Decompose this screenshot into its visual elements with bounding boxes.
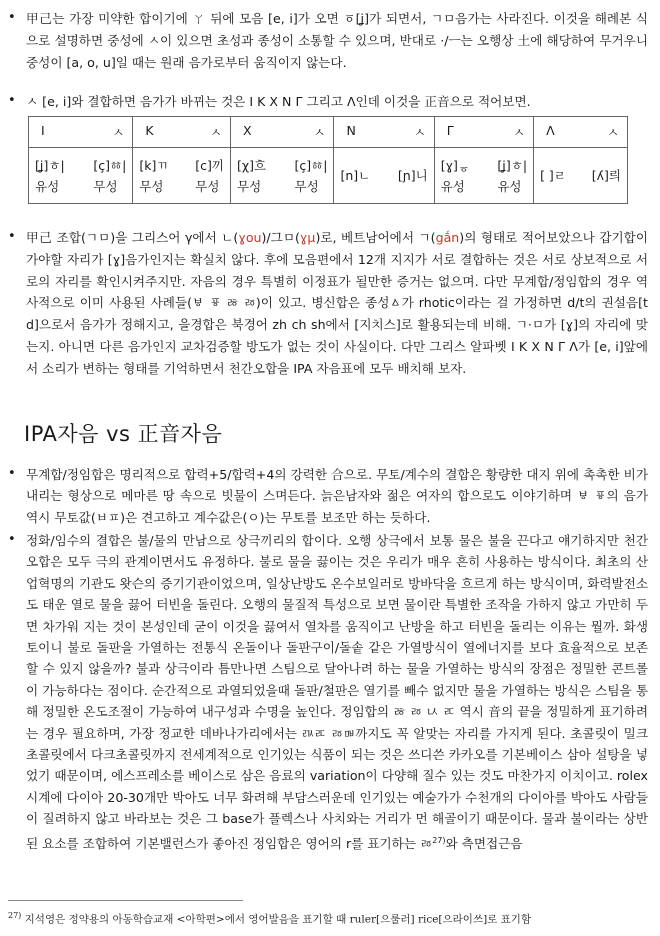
voicing-label: 유성 xyxy=(440,178,465,194)
greek-letter: X xyxy=(243,123,252,138)
footnote-text: 지석영은 정약용의 아동학습교재 <아학편>에서 영어발음을 표기할 때 ruler[으룰러] rice[으라이쓰]로 표기함 xyxy=(24,913,532,926)
vowel-mark: ㅅ xyxy=(313,125,326,140)
bullet-marker: • xyxy=(8,532,16,547)
ipa-jamo: [ç]ㆅ| xyxy=(93,157,127,173)
footnote-number: 27) xyxy=(8,911,22,920)
greek-letter: Γ xyxy=(446,123,454,138)
footnote-reference[interactable]: 27) xyxy=(432,835,446,845)
ipa-jamo: [ʎ]릐 xyxy=(591,168,621,183)
voicing-label: 무성 xyxy=(139,178,164,194)
text-run: 정화/임수의 결합은 불/물의 만남으로 상극끼리의 합이다. 오행 상극에서 보통 물은 불을 끈다고 얘기하지만 천간오합은 모두 극의 관계이면서도 유정하다. 불로 물을 끓이는 것은 우리가 매우 흔히 사용하는 방식이다. 최초의 산업혁명의 기관도 왓슨의 증기기관이었으며, 일상난방도 온수보일러로 방바닥을 흐르게 하는 방식이며, 화력발전소도 태운 열로 물을 끓어 터빈을 돌린다. 오행의 물질적 특성으로 보면 물이란 특별한 조작을 가하지 않고 가만히 두면 차가워 지는 것이 본성인데 굳이 이것을 끓여서 열차를 움직이고 난방을 하고 터빈을 돌리는 이유는 뭘까. 화생토이니 불로 돌판을 가열하는 전통식 온돌이나 돌판구이/돌솥 같은 가열방식이 열에너지를 보다 효율적으로 보존할 수 있지 않을까? 불과 상극이라 틈만나면 스팀으로 달아나려 하는 물을 가열하는 방식의 장점은 정밀한 콘트롤이 가능하다는 점이다. 순간적으로 과열되었을때 돌판/철판은 열기를 빼수 없지만 물을 가열하는 방식은 스팀을 통해 정밀한 온도조절이 가능하여 내구성과 수명을 높인다. 정임합의 ㅀ ㅭ ㅧ ㅪ 역시 音의 끝을 정밀하게 표기하려는 경우 필요하며, 가장 정교한 데바나가리에서는 ㅩㅪ ㅭㅮ까지도 꼭 알맞는 자리를 가지게 된다. 초콜릿이 밀크초콜릿에서 다크초콜릿까지 전세계적으로 인기있는 식품이 되는 것은 쓰디쓴 카카오를 기본베이스 삼아 설탕을 넣었기 때문이며, 에스프레소를 베이스로 삼은 음료의 variation이 다양해 질수 있는 것도 마찬가지 이치이고. rolex 시계에 다이아 20-30개만 박아도 너무 화려해 부담스러운데 인기있는 예술가가 수천개의 다이아를 박아도 사람들이 질려하지 않고 바라보는 것은 그 base가 플렉스나 사치와는 거리가 먼 해골이기 때문이다. 물과 불이라는 상반된 요소를 조합하여 기본밸런스가 좋아진 정임합은 영어의 r를 표기하는 ㅭ xyxy=(26,533,648,851)
table-cell xyxy=(334,148,434,204)
greek-letter: K xyxy=(145,123,154,138)
paragraph-block xyxy=(8,464,648,528)
table-cell xyxy=(29,148,133,204)
voicing-label: 무성 xyxy=(237,178,262,194)
voicing-label: 유성 xyxy=(35,178,60,194)
consonant-table xyxy=(28,116,628,204)
bullet-marker: • xyxy=(8,10,16,25)
highlighted-term: ɣou xyxy=(238,230,262,245)
voicing-label: 무성 xyxy=(93,178,118,194)
paragraph-jeonghwa-imsu xyxy=(26,530,648,854)
highlighted-term: ɣµ xyxy=(299,230,316,245)
vowel-mark: ㅅ xyxy=(112,125,125,140)
ipa-jamo: [ʝ]ㅎ| xyxy=(497,157,528,173)
table-value-row xyxy=(29,148,628,204)
table-header-cell xyxy=(29,117,133,148)
vowel-mark: ㅅ xyxy=(606,125,619,140)
ipa-jamo: [c]끼 xyxy=(195,157,224,173)
voicing-label: 유성 xyxy=(497,178,522,194)
table-header-cell xyxy=(133,117,231,148)
ipa-jamo: [ɣ]ᇹ xyxy=(440,157,471,173)
ipa-jamo: [ç]ㆅ| xyxy=(294,157,328,173)
table-header-cell xyxy=(434,117,533,148)
table-cell xyxy=(534,148,628,204)
ipa-jamo: [ ]ㄹ xyxy=(540,168,566,183)
paragraph-block xyxy=(8,8,648,73)
bullet-marker: • xyxy=(8,466,16,481)
table-header-cell xyxy=(334,117,434,148)
voicing-label: 무성 xyxy=(294,178,319,194)
text-run: )로, 베트남어에서 ㄱ( xyxy=(315,230,436,245)
section-title: IPA자음 vs 正音자음 xyxy=(24,422,223,446)
text-run: )의 형태로 적어보았으나 갑기합이 가야할 자리가 [ɣ]음가인지는 확실치 않다. 후에 모음편에서 12개 지지가 서로 결합하는 것은 서로 상보적으로 서로의 자리를 확인시켜주지만. 자음의 경우 특별히 이정표가 될만한 증거는 없으며. 다만 무계합/정임합의 경우 역사적으로 이미 사용된 사례들(ㅸ ㆄ ㅀ ㅭ)이 있고. 병신합은 종성ㅿ가 rhotic이라는 걸 가정하면 d/t의 권설음[t d]으로서 음가가 정해지고, 을경합은 북경어 zh ch sh에서 [지치스]로 활용되는데 비해. ㄱ·ㅁ가 [ɣ]의 자리에 맞는지. 아니면 다른 음가인지 교차검증할 방도가 없는 것이 사실이다. 다만 그리스 알파벳 I K X N Γ Λ가 [e, i]앞에서 소리가 변하는 형태를 기억하면서 천간오합을 IPA 자음표에 모두 배치해 보자. xyxy=(26,230,648,376)
bullet-marker: • xyxy=(8,93,16,108)
table-cell xyxy=(434,148,533,204)
paragraph-mugye-jeongim: 무계합/정임합은 명리적으로 합력+5/합력+4의 강력한 合으로. 무토/계수의 결합은 황량한 대지 위에 촉촉한 비가 내리는 형상으로 메마른 땅 속으로 빗물이 스며든다. 늙은남자와 젊은 여자의 합으로도 이야기하며 ㅸ ㆄ의 음가 역시 무토값(ㅂㅍ)은 견고하고 계수값은(ㅇ)는 무토를 보조만 하는 듯하다. xyxy=(26,467,648,525)
voicing-label: 무성 xyxy=(195,178,220,194)
table-cell xyxy=(133,148,231,204)
footnote xyxy=(8,908,531,928)
table-cell xyxy=(231,148,334,204)
ipa-jamo: [k]ㄲ xyxy=(139,157,169,173)
paragraph-greek-letters: ㅅ [e, i]와 결합하면 음가가 바뀌는 것은 I K X N Γ 그리고 Λ인데 이것을 正音으로 적어보면. xyxy=(26,94,531,109)
vowel-mark: ㅅ xyxy=(512,125,526,140)
vowel-mark: ㅅ xyxy=(413,125,426,140)
paragraph-block xyxy=(8,227,648,380)
bullet-marker: • xyxy=(8,229,16,244)
ipa-jamo: [ɲ]니 xyxy=(397,168,428,183)
ipa-jamo: [n]ㄴ xyxy=(340,168,371,183)
paragraph-gapgi-combination xyxy=(26,227,648,380)
paragraph-block xyxy=(8,530,648,854)
text-run: 甲己 조합(ㄱㅁ)을 그리스어 γ에서 ㄴ( xyxy=(26,230,239,245)
paragraph-gapgi-explanation: 甲己는 가장 미약한 합이기에 ㄚ 뒤에 모음 [e, i]가 오면 ㆆ[ʝ]가 되면서, ㄱㅁ음가는 사라진다. 이것을 해례본 식으로 설명하면 중성에 ㅅ이 있으면 초성과 종성이 소통할 수 있으며, 반대로 ·/ㅡ는 오행상 土에 해당하여 무거우니 중성이 [a, o, u]일 때는 원래 음가로부터 움직이지 않는다. xyxy=(26,11,648,70)
table-header-row xyxy=(29,117,628,148)
greek-letter: Λ xyxy=(546,123,555,138)
footnote-divider xyxy=(8,900,243,901)
greek-letter: I xyxy=(41,123,45,138)
ipa-jamo: [χ]흐 xyxy=(237,157,267,173)
paragraph-block xyxy=(8,91,648,113)
ipa-jamo: [ʝ]ㅎ| xyxy=(35,157,65,173)
highlighted-term: gắn xyxy=(435,230,460,245)
text-run: 와 측면접근음 xyxy=(445,835,523,851)
table-header-cell xyxy=(534,117,628,148)
greek-letter: N xyxy=(346,123,356,138)
vowel-mark: ㅅ xyxy=(209,125,222,140)
table-header-cell xyxy=(231,117,334,148)
text-run: )/그ㅁ( xyxy=(261,230,300,245)
